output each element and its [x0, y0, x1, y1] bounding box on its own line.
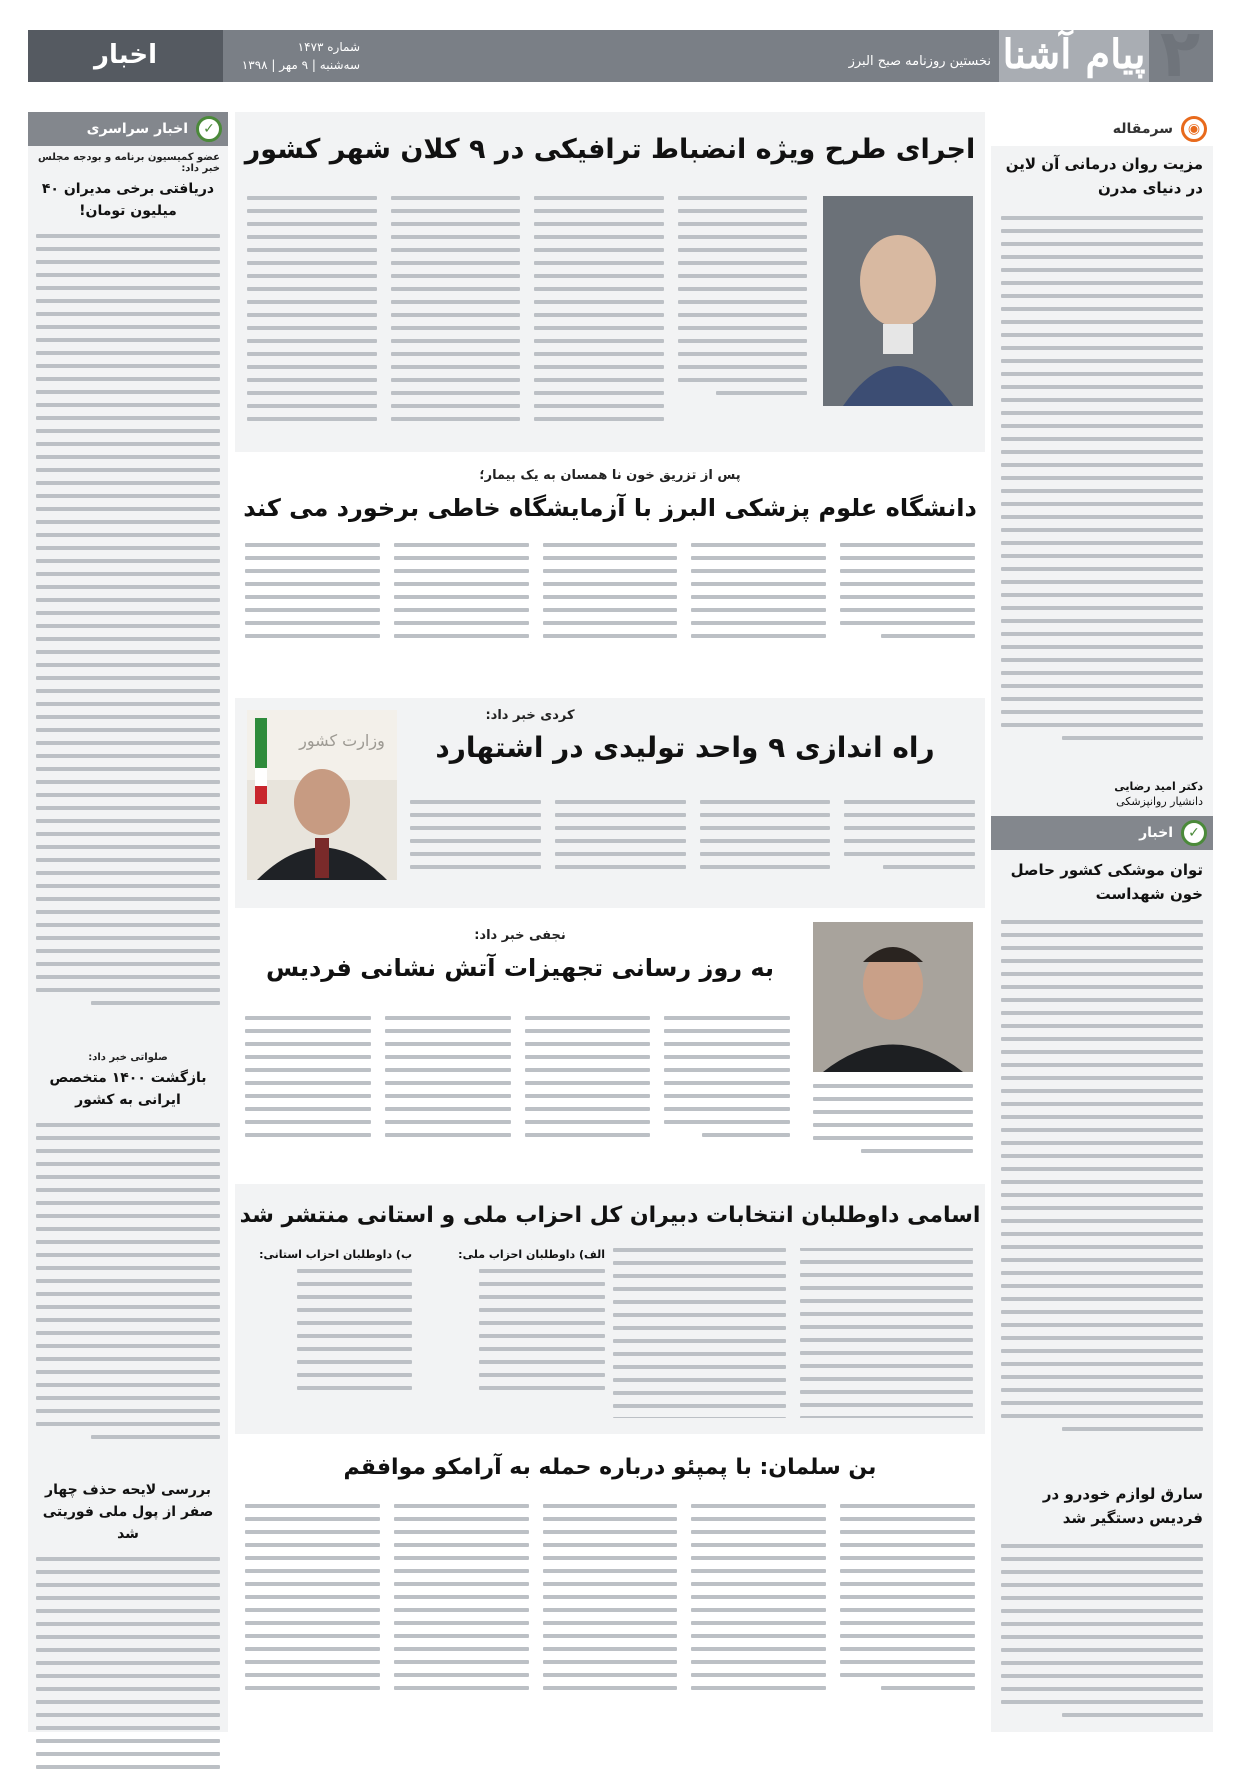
article-blood-headline: دانشگاه علوم پزشکی البرز با آزمایشگاه خاطی برخورد می کند	[243, 494, 977, 522]
national-news-kicker-2: صلواتی خبر داد:	[88, 1052, 168, 1063]
issue-date: سه‌شنبه | ۹ مهر | ۱۳۹۸	[241, 58, 360, 72]
party-list-provincial-items	[247, 1261, 412, 1390]
article-eshtehard	[235, 698, 985, 908]
article-bin-salman	[235, 1442, 985, 1732]
article-blood	[235, 460, 985, 690]
editorial-body	[991, 206, 1213, 776]
editorial-column	[991, 112, 1213, 1732]
national-news-column	[28, 112, 228, 1732]
editorial-icon: ◉	[1181, 116, 1207, 142]
editorial-header-label: سرمقاله	[1112, 121, 1173, 137]
news-box-title: توان موشکی کشور حاصل خون شهداست	[1010, 861, 1203, 903]
party-list-national	[425, 1248, 605, 1418]
official-portrait-image	[247, 710, 397, 880]
theft-body	[991, 1538, 1213, 1738]
article-blood-kicker: پس از تزریق خون نا همسان به یک بیمار؛	[479, 468, 741, 483]
national-news-title-1: دریافتی برخی مدیران ۴۰ میلیون تومان!	[41, 181, 215, 219]
issue-info	[230, 38, 360, 74]
news-box-body	[991, 914, 1213, 1474]
editorial-author: دکتر امید رضایی	[1114, 780, 1203, 793]
national-news-header-label: اخبار سراسری	[86, 121, 188, 137]
article-traffic-photo	[823, 196, 973, 406]
national-news-header	[28, 112, 228, 146]
national-news-body-1	[28, 226, 228, 1046]
check-icon: ✓	[196, 116, 222, 142]
national-news-body-2	[28, 1115, 228, 1475]
portrait-image	[823, 196, 973, 406]
newspaper-logo: پیام آشنا	[999, 30, 1149, 82]
article-bin-salman-body	[235, 1486, 985, 1726]
article-parties-body	[613, 1248, 973, 1418]
national-news-title-2: بازگشت ۱۴۰۰ متخصص ایرانی به کشور	[49, 1070, 207, 1108]
check-icon: ✓	[1181, 820, 1207, 846]
editorial-author-role: دانشیار روانپزشکی	[1116, 795, 1203, 808]
masthead	[0, 0, 1241, 108]
tagline: نخستین روزنامه صبح البرز	[848, 54, 991, 69]
party-list-provincial	[247, 1248, 412, 1418]
theft-title: سارق لوازم خودرو در فردیس دستگیر شد	[1042, 1485, 1203, 1527]
article-eshtehard-headline: راه اندازی ۹ واحد تولیدی در اشتهارد	[435, 731, 935, 764]
article-eshtehard-photo	[247, 710, 397, 880]
article-bin-salman-headline: بن سلمان: با پمپئو درباره حمله به آرامکو موافقم	[343, 1455, 877, 1480]
article-fire-body	[245, 1016, 790, 1166]
article-fire-headline: به روز رسانی تجهیزات آتش نشانی فردیس	[266, 954, 774, 982]
party-list-provincial-heading: ب) داوطلبان احزاب استانی:	[259, 1248, 412, 1261]
news-box-header-label: اخبار	[1139, 825, 1173, 841]
national-news-title-3: بررسی لایحه حذف چهار صفر از پول ملی فوریتی شد	[42, 1482, 214, 1542]
national-news-kicker-1: عضو کمیسیون برنامه و بودجه مجلس خبر داد:	[37, 152, 220, 174]
editorial-title: مزیت روان درمانی آن لاین در دنیای مدرن	[1005, 155, 1203, 197]
article-fire-photo	[813, 922, 973, 1072]
article-traffic-headline: اجرای طرح ویژه انضباط ترافیکی در ۹ کلان شهر کشور	[244, 134, 976, 165]
article-eshtehard-kicker: کردی خبر داد:	[485, 708, 575, 723]
article-fire	[235, 916, 985, 1176]
article-traffic	[235, 112, 985, 452]
photo-sign-text: وزارت کشور	[299, 731, 385, 750]
article-eshtehard-body	[410, 800, 975, 890]
article-parties	[235, 1184, 985, 1434]
national-news-body-3	[28, 1549, 228, 1772]
article-blood-body	[235, 527, 985, 677]
article-fire-kicker: نجفی خبر داد:	[474, 928, 566, 943]
editorial-header	[991, 112, 1213, 146]
issue-number: شماره ۱۴۷۳	[297, 40, 360, 54]
portrait-image	[813, 922, 973, 1072]
section-label: اخبار	[28, 30, 223, 82]
news-box-header	[991, 816, 1213, 850]
article-parties-headline: اسامی داوطلبان انتخابات دبیران کل احزاب ملی و استانی منتشر شد	[239, 1203, 981, 1228]
article-traffic-body	[247, 196, 807, 426]
party-list-national-heading: الف) داوطلبان احزاب ملی:	[458, 1248, 605, 1261]
party-list-national-items	[425, 1261, 605, 1390]
page-number: ۲	[1159, 15, 1201, 92]
article-fire-caption	[813, 1084, 973, 1164]
